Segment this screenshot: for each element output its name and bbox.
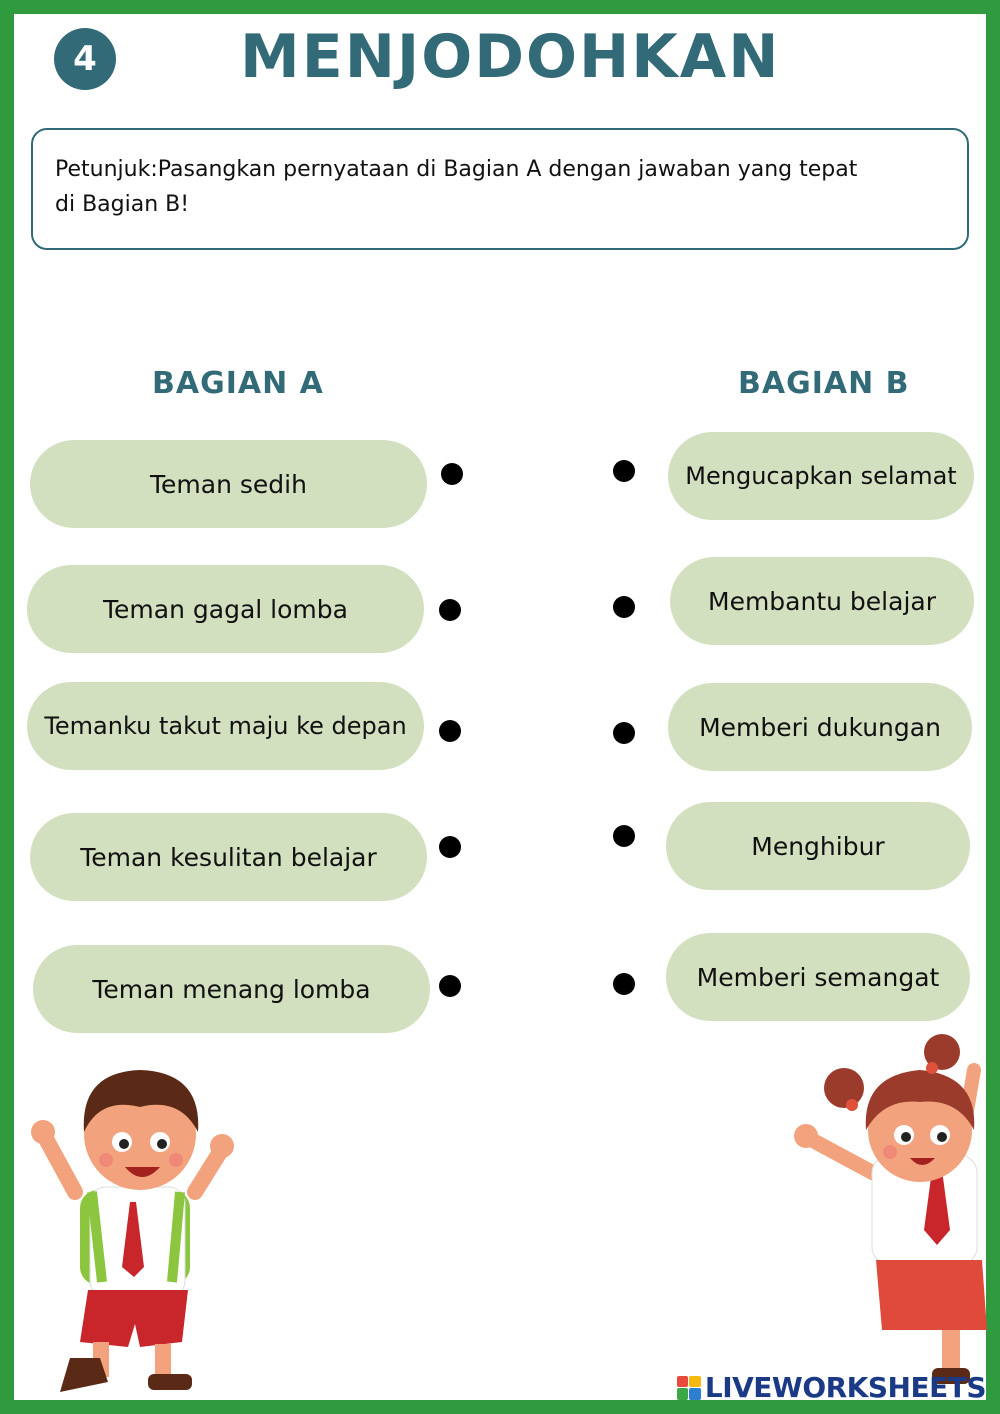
column-a-item: Teman kesulitan belajar — [30, 813, 427, 901]
column-a-item: Teman menang lomba — [33, 945, 430, 1033]
activity-number-badge — [54, 28, 116, 90]
column-a-item: Temanku takut maju ke depan — [27, 682, 424, 770]
column-b-match-dot[interactable] — [613, 460, 635, 482]
column-a-match-dot[interactable] — [439, 836, 461, 858]
girl-student-illustration — [792, 1030, 987, 1390]
column-a-heading: BAGIAN A — [152, 366, 324, 401]
liveworksheets-logo-icon — [677, 1376, 701, 1400]
column-a-item: Teman gagal lomba — [27, 565, 424, 653]
column-a-match-dot[interactable] — [439, 599, 461, 621]
instructions-box — [31, 128, 969, 250]
column-a-match-dot[interactable] — [439, 975, 461, 997]
column-a-item: Teman sedih — [30, 440, 427, 528]
column-b-heading: BAGIAN B — [738, 366, 910, 401]
column-b-item: Memberi dukungan — [668, 683, 972, 771]
column-a-match-dot[interactable] — [439, 720, 461, 742]
activity-number: 4 — [73, 39, 97, 79]
logo-text: LIVEWORKSHEETS — [704, 1371, 986, 1404]
boy-student-illustration — [30, 1062, 245, 1392]
column-b-match-dot[interactable] — [613, 596, 635, 618]
column-a-match-dot[interactable] — [441, 463, 463, 485]
liveworksheets-logo — [677, 1371, 986, 1404]
column-b-match-dot[interactable] — [613, 722, 635, 744]
instructions-line-2: di Bagian B! — [55, 192, 190, 217]
page-title: MENJODOHKAN — [240, 22, 781, 92]
column-b-item: Menghibur — [666, 802, 970, 890]
column-b-item: Memberi semangat — [666, 933, 970, 1021]
column-b-item: Mengucapkan selamat — [668, 432, 974, 520]
column-b-match-dot[interactable] — [613, 973, 635, 995]
instructions-line-1: Petunjuk:Pasangkan pernyataan di Bagian A dengan jawaban yang tepat — [55, 157, 858, 182]
column-b-item: Membantu belajar — [670, 557, 974, 645]
column-b-match-dot[interactable] — [613, 825, 635, 847]
